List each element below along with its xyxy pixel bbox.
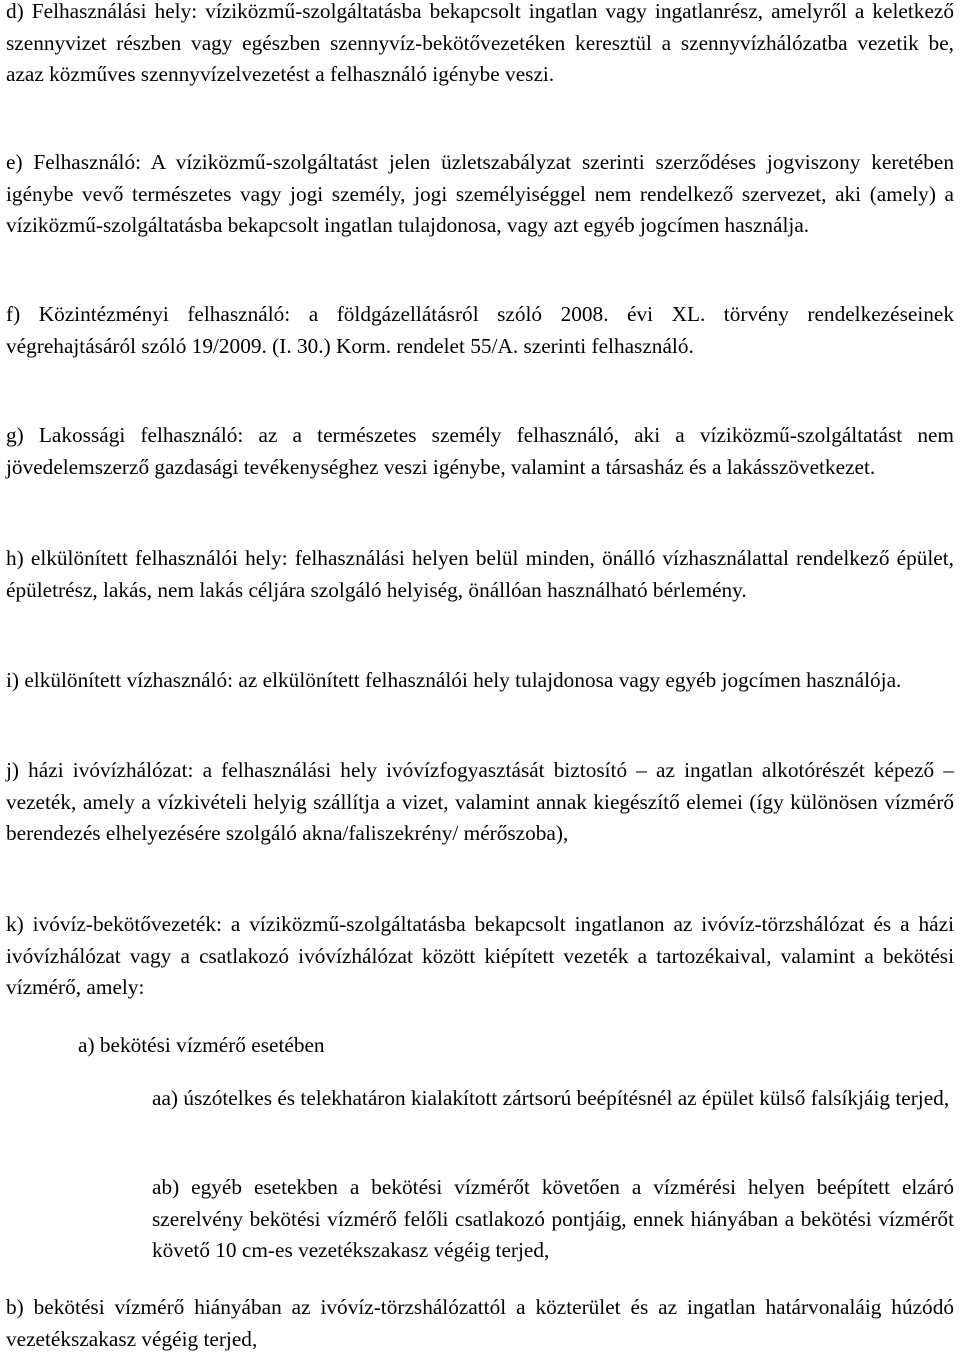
subitem-b: b) bekötési vízmérő hiányában az ivóvíz-törzshálózattól a közterület és az ingatlan határvonaláig húzódó vezetékszakasz végéig terjed, xyxy=(6,1295,954,1351)
subitem-a: a) bekötési vízmérő esetében xyxy=(78,1033,325,1057)
paragraph-d: d) Felhasználási hely: víziközmű-szolgáltatásba bekapcsolt ingatlan vagy ingatlanrész, amelyről a keletkező szennyvizet részben vagy egészben szennyvíz-bekötővezetéken keresztül a szennyvízhálózatba vezetik be, azaz közműves szennyvízelvezetést a felhasználó igénybe veszi. xyxy=(6,0,954,86)
paragraph-h: h) elkülönített felhasználói hely: felhasználási helyen belül minden, önálló vízhasználattal rendelkező épület, épületrész, lakás, nem lakás céljára szolgáló helyiség, önállóan használható bérlemény. xyxy=(6,546,954,602)
subitem-aa: aa) úszótelkes és telekhatáron kialakított zártsorú beépítésnél az épület külső falsíkjáig terjed, xyxy=(152,1086,950,1110)
subitem-ab: ab) egyéb esetekben a bekötési vízmérőt követően a vízmérési helyen beépített elzáró szerelvény bekötési vízmérő felőli csatlakozó pontjáig, ennek hiányában a bekötési vízmérőt követő 10 cm-es vezetékszakasz végéig terjed, xyxy=(152,1175,954,1262)
paragraph-e: e) Felhasználó: A víziközmű-szolgáltatást jelen üzletszabályzat szerinti szerződéses jogviszony keretében igénybe vevő természetes vagy jogi személy, jogi személyiséggel nem rendelkező szervezet, aki (amely) a víziközmű-szolgáltatásba bekapcsolt ingatlan tulajdonosa, vagy azt egyéb jogcímen használja. xyxy=(6,150,954,237)
paragraph-i: i) elkülönített vízhasználó: az elkülönített felhasználói hely tulajdonosa vagy egyéb jogcímen használója. xyxy=(6,668,902,692)
paragraph-j: j) házi ivóvízhálózat: a felhasználási hely ivóvízfogyasztását biztosító – az ingatlan alkotórészét képező – vezeték, amely a vízkivételi helyig szállítja a vizet, valamint annak kiegészítő elemei (így különösen vízmérő berendezés elhelyezésére szolgáló akna/faliszekrény/ mérőszoba), xyxy=(6,758,954,845)
paragraph-k: k) ivóvíz-bekötővezeték: a víziközmű-szolgáltatásba bekapcsolt ingatlanon az ivóvíz-törzshálózat és a házi ivóvízhálózat vagy a csatlakozó ivóvízhálózat között kiépített vezeték a tartozékaival, valamint a bekötési vízmérő, amely: xyxy=(6,912,954,999)
paragraph-f: f) Közintézményi felhasználó: a földgázellátásról szóló 2008. évi XL. törvény rendelkezéseinek végrehajtásáról szóló 19/2009. (I. 30.) Korm. rendelet 55/A. szerinti felhasználó. xyxy=(6,302,954,358)
paragraph-g: g) Lakossági felhasználó: az a természetes személy felhasználó, aki a víziközmű-szolgáltatást nem jövedelemszerző gazdasági tevékenységhez veszi igénybe, valamint a társasház és a lakásszövetkezet. xyxy=(6,423,954,479)
